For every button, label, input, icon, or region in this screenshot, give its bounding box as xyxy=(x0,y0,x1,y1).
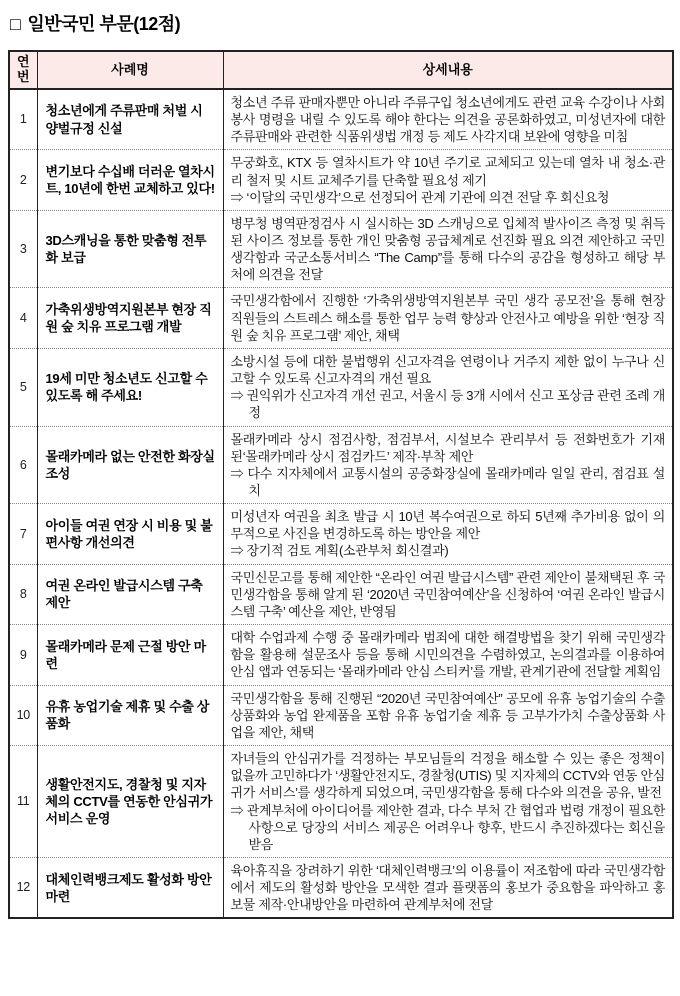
detail-cell xyxy=(223,857,673,918)
row-number-cell: 9 xyxy=(9,625,37,685)
detail-text: 청소년 주류 판매자뿐만 아니라 주류구입 청소년에게도 관련 교육 수강이나 사회봉사 명령을 내릴 수 있도록 해야 한다는 의견을 공론화하였고, 미성년자에 대한 주류판매와 관련한 식품위생법 개정 등 제도 사각지대 보완에 영향을 미침 xyxy=(230,94,665,145)
table-row xyxy=(9,625,673,685)
detail-cell xyxy=(223,288,673,348)
row-number-cell: 11 xyxy=(9,746,37,858)
row-number-cell: 10 xyxy=(9,685,37,745)
row-number-cell: 2 xyxy=(9,150,37,210)
detail-text: 대학 수업과제 수행 중 몰래카메라 범죄에 대한 해결방법을 찾기 위해 국민생각함을 활용해 설문조사 등을 통해 시민의견을 수렴하였고, 논의결과를 이용하여 안심 앱과 연동되는 ‘몰래카메라 안심 스티커’를 개발, 관계기관에 전달할 계획임 xyxy=(230,630,665,680)
detail-text: 국민신문고를 통해 제안한 “온라인 여권 발급시스템” 관련 제안이 불채택된 후 국민생각함을 통해 알게 된 ‘2020년 국민참여예산’을 신청하여 ‘여권 온라인 발급시스템 구축’ 예산을 제안, 반영됨 xyxy=(230,569,665,619)
detail-cell xyxy=(223,504,673,564)
case-name-cell: 아이들 여권 연장 시 비용 및 불편사항 개선의견 xyxy=(37,504,223,564)
table-header xyxy=(9,51,673,89)
case-name-cell: 대체인력뱅크제도 활성화 방안 마련 xyxy=(37,857,223,918)
detail-arrow-text: ⇒ 관계부처에 아이디어를 제안한 결과, 다수 부처 간 협업과 법령 개정이 필요한 사항으로 당장의 서비스 제공은 어려우나 향후, 반드시 추진하겠다는 회신을 받음 xyxy=(230,802,665,852)
row-number-cell: 12 xyxy=(9,857,37,918)
header-case-name: 사례명 xyxy=(37,51,223,89)
header-row xyxy=(9,51,673,89)
page-title-text: 일반국민 부문(12점) xyxy=(27,14,181,34)
table-row xyxy=(9,746,673,858)
detail-arrow-text: ⇒ 장기적 검토 계획(소관부처 회신결과) xyxy=(230,543,449,559)
detail-arrow-text: ⇒ 다수 지자체에서 교통시설의 공중화장실에 몰래카메라 일일 관리, 점검표 설치 xyxy=(230,465,665,498)
table-body xyxy=(9,89,673,919)
table-row xyxy=(9,504,673,564)
row-number-cell: 6 xyxy=(9,426,37,504)
table-row xyxy=(9,150,673,210)
detail-cell xyxy=(223,426,673,504)
detail-text: 병무청 병역판정검사 시 실시하는 3D 스캐닝으로 입체적 발사이즈 측정 및 취득된 사이즈 정보를 통한 개인 맞춤형 공급체계로 선진화 필요 의견 제안하고 국민생각함과 국군소통서비스 “The Camp”를 통해 다수의 공감을 형성하고 해당 부처에 의견을 전달 xyxy=(230,215,665,283)
detail-cell xyxy=(223,210,673,288)
header-detail: 상세내용 xyxy=(223,51,673,89)
detail-text: 자녀들의 안심귀가를 걱정하는 부모님들의 걱정을 해소할 수 있는 좋은 정책이 없을까 고민하다가 ‘생활안전지도, 경찰청(UTIS) 및 지자체의 CCTV와 연동 안심귀가 서비스’를 생각하게 되었으며, 국민생각함을 통해 다수와 의견을 공유, 발전 xyxy=(230,751,665,801)
case-name-cell: 3D스캐닝을 통한 맞춤형 전투화 보급 xyxy=(37,210,223,288)
case-name-cell: 유휴 농업기술 제휴 및 수출 상품화 xyxy=(37,685,223,745)
table-row xyxy=(9,857,673,918)
case-name-cell: 19세 미만 청소년도 신고할 수 있도록 해 주세요! xyxy=(37,348,223,426)
detail-text: 소방시설 등에 대한 불법행위 신고자격을 연령이나 거주지 제한 없이 누구나 신고할 수 있도록 신고자격의 개선 필요 xyxy=(230,353,665,387)
detail-cell xyxy=(223,625,673,685)
detail-cell xyxy=(223,89,673,150)
detail-text: 무궁화호, KTX 등 열차시트가 약 10년 주기로 교체되고 있는데 열차 내 청소·관리 철저 및 시트 교체주기를 단축할 필요성 제기 xyxy=(230,155,665,188)
case-name-cell: 몰래카메라 문제 근절 방안 마련 xyxy=(37,625,223,685)
detail-cell xyxy=(223,348,673,426)
detail-text: 미성년자 여권을 최초 발급 시 10년 복수여권으로 하되 5년째 추가비용 없이 의무적으로 사진을 변경하도록 하는 방안을 제안 xyxy=(230,509,665,542)
case-name-cell: 변기보다 수십배 더러운 열차시트, 10년에 한번 교체하고 있다! xyxy=(37,150,223,210)
square-bullet-icon: □ xyxy=(10,14,21,34)
row-number-cell: 8 xyxy=(9,564,37,624)
detail-text: 몰래카메라 상시 점검사항, 점검부서, 시설보수 관리부서 등 전화번호가 기재된‘몰래카메라 상시 점검카드’ 제작·부착 제안 xyxy=(230,431,665,464)
row-number-cell: 4 xyxy=(9,288,37,348)
detail-text: 국민생각함에서 진행한 ‘가축위생방역지원본부 국민 생각 공모전’을 통해 현장 직원들의 스트레스 해소를 통한 업무 능력 향상과 안전사고 예방을 위한 ‘현장 직원 숲 치유 프로그램’ 제안, 채택 xyxy=(230,293,665,343)
row-number-cell: 3 xyxy=(9,210,37,288)
row-number-cell: 5 xyxy=(9,348,37,426)
detail-text: 육아휴직을 장려하기 위한 ‘대체인력뱅크’의 이용률이 저조함에 따라 국민생각함에서 제도의 활성화 방안을 모색한 결과 플랫폼의 홍보가 중요함을 파악하고 홍보물 제작·안내방안을 마련하여 관계부처에 전달 xyxy=(230,862,665,913)
row-number-cell: 7 xyxy=(9,504,37,564)
detail-text: 국민생각함을 통해 진행된 “2020년 국민참여예산” 공모에 유휴 농업기술의 수출상품화와 농업 완제품을 포함 유휴 농업기술 제휴 등 고부가가치 수출상품화 사업을 제안, 채택 xyxy=(230,690,665,740)
table-row xyxy=(9,89,673,150)
table-row xyxy=(9,348,673,426)
case-name-cell: 여권 온라인 발급시스템 구축 제안 xyxy=(37,564,223,624)
detail-arrow-text: ⇒ ‘이달의 국민생각’으로 선정되어 관계 기관에 의견 전달 후 회신요청 xyxy=(230,189,610,205)
table-row xyxy=(9,426,673,504)
detail-arrow-text: ⇒ 권익위가 신고자격 개선 권고, 서울시 등 3개 시에서 신고 포상금 관련 조례 개정 xyxy=(230,388,665,421)
table-row xyxy=(9,685,673,745)
page-title xyxy=(10,10,672,36)
detail-cell xyxy=(223,150,673,210)
detail-cell xyxy=(223,564,673,624)
detail-cell xyxy=(223,746,673,858)
case-name-cell: 가축위생방역지원본부 현장 직원 숲 치유 프로그램 개발 xyxy=(37,288,223,348)
header-no: 연번 xyxy=(9,51,37,89)
row-number-cell: 1 xyxy=(9,89,37,150)
table-row xyxy=(9,288,673,348)
table-row xyxy=(9,564,673,624)
table-row xyxy=(9,210,673,288)
detail-cell xyxy=(223,685,673,745)
case-name-cell: 생활안전지도, 경찰청 및 지자체의 CCTV를 연동한 안심귀가서비스 운영 xyxy=(37,746,223,858)
cases-table xyxy=(8,50,674,919)
case-name-cell: 청소년에게 주류판매 처벌 시 양벌규정 신설 xyxy=(37,89,223,150)
case-name-cell: 몰래카메라 없는 안전한 화장실 조성 xyxy=(37,426,223,504)
